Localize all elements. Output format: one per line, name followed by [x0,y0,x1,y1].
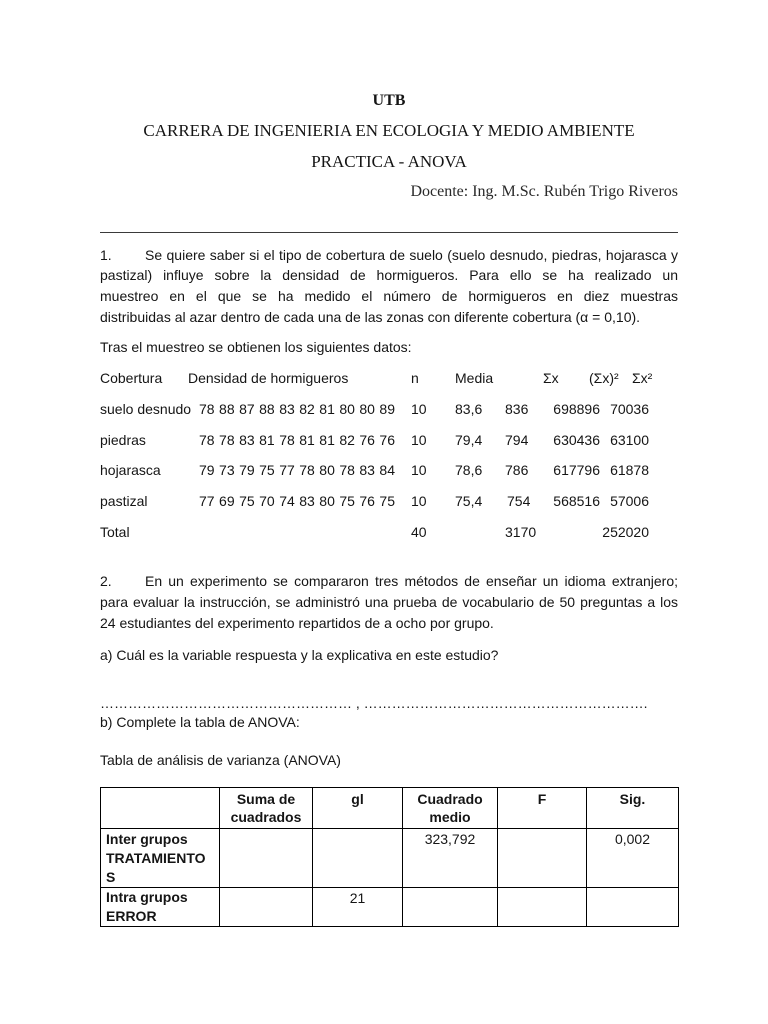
row-mean: 78,6 [455,462,483,478]
row-sum-squared: 617796 [553,462,600,478]
anova-table [100,787,679,927]
anova-cell-between-mean-square: 323,792 [403,829,498,888]
question-1-line-1: Se quiere saber si el tipo de cobertura de suelo (suelo desnudo, piedras, hojarasca y [145,247,678,263]
row-mean: 79,4 [455,432,483,448]
question-1-line-2: pastizal) influye sobre la densidad de hormigueros. Para ello se ha realizado un [100,267,678,283]
row-mean: 75,4 [455,493,483,509]
anova-row-within-groups [101,888,679,927]
anova-table-caption: Tabla de análisis de varianza (ANOVA) [100,752,341,768]
anova-label-between-text: Inter grupos [106,831,188,847]
col-header-mean: Media [455,370,494,386]
question-2-number: 2. [100,573,112,589]
row-sum-of-squares: 63100 [610,432,649,448]
data-intro-text: Tras el muestreo se obtienen los siguientes datos: [100,339,412,355]
anova-label-within-groups [101,888,220,927]
anova-label-within-text: Intra grupos [106,889,188,905]
row-cover: hojarasca [100,462,161,478]
question-2-line-2: para evaluar la instrucción, se administró una prueba de vocabulario de 50 preguntas a los [100,594,678,610]
question-2-part-a: a) Cuál es la variable respuesta y la explicativa en este estudio? [100,647,499,663]
col-header-cover: Cobertura [100,370,163,386]
row-n: 10 [411,462,427,478]
career-title: CARRERA DE INGENIERIA EN ECOLOGIA Y MEDIO AMBIENTE [143,121,635,140]
row-sum-of-squares: 57006 [610,493,649,509]
anova-cell-between-sig: 0,002 [587,829,679,888]
anova-header-source [101,788,220,829]
row-sum-squared: 698896 [553,401,600,417]
row-sum-squared: 630436 [553,432,600,448]
header-divider [100,232,678,233]
total-sum-of-squares: 252020 [602,524,649,540]
anova-cell-within-f [498,888,587,927]
row-sum-of-squares: 70036 [610,401,649,417]
question-2-line-3: 24 estudiantes del experimento repartidos de a ocho por grupo. [100,615,494,631]
anova-header-row [101,788,679,829]
total-n: 40 [411,524,427,540]
col-header-density: Densidad de hormigueros [188,370,349,386]
anova-header-f: F [498,788,587,829]
row-sum: 754 [507,493,531,509]
anova-header-sig: Sig. [587,788,679,829]
anova-row-between-groups [101,829,679,888]
question-1-number: 1. [100,247,112,263]
row-density-values: 77 69 75 70 74 83 80 75 76 75 [199,493,395,509]
anova-cell-within-sum-squares [220,888,313,927]
total-sum: 3170 [505,524,537,540]
anova-label-treatments-line-2: S [106,869,116,885]
institution-name: UTB [372,92,406,109]
anova-label-error: ERROR [106,908,157,924]
col-header-sum-squared: (Σx)² [589,370,619,386]
row-cover: suelo desnudo [100,401,192,417]
row-density-values: 78 88 87 88 83 82 81 80 80 89 [199,401,395,417]
anova-cell-between-sum-squares [220,829,313,888]
row-n: 10 [411,493,427,509]
anova-cell-within-df: 21 [313,888,403,927]
col-header-n: n [411,370,419,386]
question-2-line-1: En un experimento se compararon tres métodos de enseñar un idioma extranjero; [145,573,678,589]
row-cover: piedras [100,432,146,448]
anova-label-treatments-line-1: TRATAMIENTO [106,850,206,866]
anova-header-sum-squares: Suma de cuadrados [220,788,313,829]
anova-cell-between-df [313,829,403,888]
row-sum-squared: 568516 [553,493,600,509]
anova-header-df: gl [313,788,403,829]
anova-header-mean-square: Cuadrado medio [403,788,498,829]
anova-cell-within-sig [587,888,679,927]
anova-cell-within-mean-square [403,888,498,927]
row-n: 10 [411,432,427,448]
row-sum: 794 [505,432,529,448]
col-header-sum-of-squares: Σx² [632,370,653,386]
question-1-line-3: muestreo en el que se ha medido el número de hormigueros en diez muestras [100,288,678,304]
row-sum-of-squares: 61878 [610,462,649,478]
total-label: Total [100,524,130,540]
teacher-name: Docente: Ing. M.Sc. Rubén Trigo Riveros [410,183,678,200]
row-mean: 83,6 [455,401,483,417]
question-1-line-4: distribuidas al azar dentro de cada una de las zonas con diferente cobertura (α = 0,10). [100,309,641,325]
answer-blank-line: ……………………………………………… , ……………………………………………………. [100,695,648,711]
row-n: 10 [411,401,427,417]
row-sum: 836 [505,401,529,417]
col-header-sum: Σx [543,370,559,386]
row-cover: pastizal [100,493,148,509]
row-density-values: 78 78 83 81 78 81 81 82 76 76 [199,432,395,448]
anova-cell-between-f [498,829,587,888]
row-sum: 786 [505,462,529,478]
anova-label-between-groups [101,829,220,888]
practice-title: PRACTICA - ANOVA [311,152,467,171]
row-density-values: 79 73 79 75 77 78 80 78 83 84 [199,462,395,478]
question-2-part-b: b) Complete la tabla de ANOVA: [100,714,300,730]
